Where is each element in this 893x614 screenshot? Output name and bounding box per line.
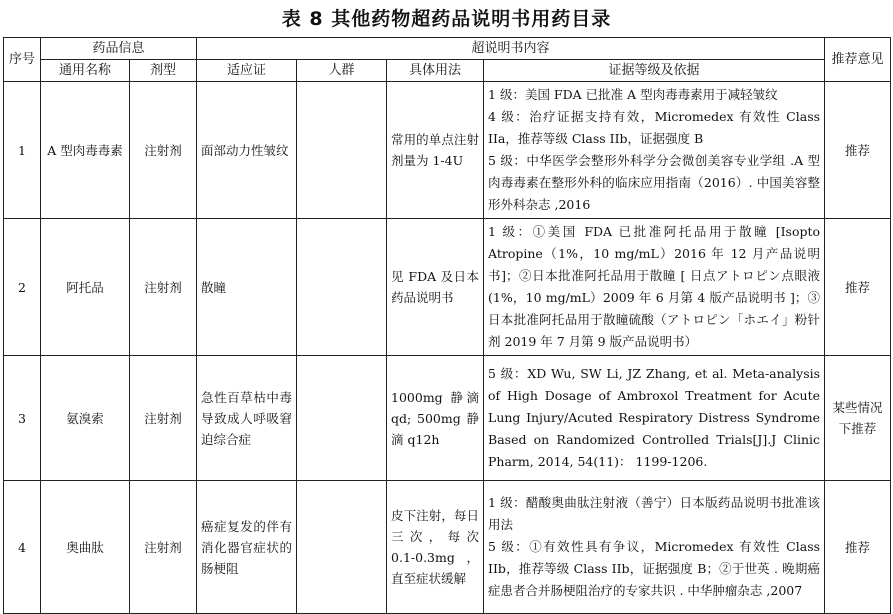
row-no: 3	[4, 356, 41, 481]
evidence-line: 5 级：①有效性具有争议，Micromedex 有效性 Class IIb，推荐等级 Class IIb，证据强度 B；②于世英 . 晚期癌症患者合并肠梗阻治疗的专家共识 . 中华肿瘤杂志 ,2007	[488, 539, 821, 598]
row-name: 奥曲肽	[41, 481, 130, 614]
row-evidence	[484, 481, 825, 614]
evidence-line: 5 级：中华医学会整形外科学分会微创美容专业学组 .A 型肉毒毒素在整形外科的临床应用指南（2016）. 中国美容整形外科杂志 ,2016	[488, 153, 821, 212]
table-row	[4, 481, 891, 614]
header-no: 序号	[4, 38, 41, 82]
header-generic: 通用名称	[41, 60, 130, 82]
row-recommend: 推荐	[825, 481, 891, 614]
row-indication: 急性百草枯中毒导致成人呼吸窘迫综合症	[197, 356, 297, 481]
row-evidence	[484, 356, 825, 481]
header-indication: 适应证	[197, 60, 297, 82]
header-evidence: 证据等级及依据	[484, 60, 825, 82]
evidence-line: 1 级：美国 FDA 已批准 A 型肉毒毒素用于减轻皱纹	[488, 87, 778, 102]
offlabel-drug-table	[3, 37, 891, 614]
row-usage: 见 FDA 及日本药品说明书	[387, 219, 484, 356]
row-name: 氨溴索	[41, 356, 130, 481]
header-offlabel: 超说明书内容	[197, 38, 825, 60]
row-population	[297, 356, 387, 481]
row-form: 注射剂	[130, 219, 197, 356]
row-name: A 型肉毒毒素	[41, 82, 130, 219]
table-row	[4, 356, 891, 481]
row-indication: 面部动力性皱纹	[197, 82, 297, 219]
table-row	[4, 219, 891, 356]
evidence-line: 4 级：治疗证据支持有效，Micromedex 有效性 Class IIa，推荐等级 Class IIb，证据强度 B	[488, 109, 821, 146]
evidence-line: 1 级：①美国 FDA 已批准阿托品用于散瞳 [Isopto Atropine（1%，10 mg/mL）2016 年 12 月产品说明书]；②日本批准阿托品用于散瞳 [ 日点アトロピン点眼液 (1%，10 mg/mL）2009 年 6 月第 4 版产品说明书 ]；③日本批准阿托品用于散瞳硫酸（アトロピン「ホエイ」粉针剂 2019 年 7 月第 9 版产品说明书）	[488, 224, 821, 349]
row-usage: 皮下注射，每日三次，每次 0.1-0.3mg，直至症状缓解	[387, 481, 484, 614]
row-no: 4	[4, 481, 41, 614]
table-row	[4, 82, 891, 219]
table-title: 表 8 其他药物超药品说明书用药目录	[281, 8, 612, 30]
row-evidence	[484, 82, 825, 219]
row-no: 1	[4, 82, 41, 219]
row-name: 阿托品	[41, 219, 130, 356]
header-form: 剂型	[130, 60, 197, 82]
row-population	[297, 82, 387, 219]
row-recommend: 推荐	[825, 82, 891, 219]
header-usage: 具体用法	[387, 60, 484, 82]
header-row-1	[4, 38, 891, 60]
evidence-line: 5 级：XD Wu, SW Li, JZ Zhang, et al. Meta-analysis of High Dosage of Ambroxol Treatment for Acute Lung Injury/Acuted Respiratory Distress Syndrome Based on Randomized Controlled Trials[J].J Clinic Pharm, 2014, 54(11)： 1199-1206.	[488, 366, 821, 469]
row-indication: 散瞳	[197, 219, 297, 356]
row-population	[297, 481, 387, 614]
row-recommend: 某些情况下推荐	[825, 356, 891, 481]
header-drug-info: 药品信息	[41, 38, 197, 60]
row-form: 注射剂	[130, 481, 197, 614]
header-recommend: 推荐意见	[825, 38, 891, 82]
evidence-line: 1 级：醋酸奥曲肽注射液（善宁）日本版药品说明书批准该用法	[488, 495, 821, 532]
header-row-2	[4, 60, 891, 82]
row-form: 注射剂	[130, 356, 197, 481]
row-usage: 常用的单点注射剂量为 1-4U	[387, 82, 484, 219]
row-indication: 癌症复发的伴有消化器官症状的肠梗阻	[197, 481, 297, 614]
row-no: 2	[4, 219, 41, 356]
row-population	[297, 219, 387, 356]
row-form: 注射剂	[130, 82, 197, 219]
row-evidence	[484, 219, 825, 356]
header-population: 人群	[297, 60, 387, 82]
row-usage: 1000mg 静滴 qd; 500mg 静滴 q12h	[387, 356, 484, 481]
row-recommend: 推荐	[825, 219, 891, 356]
